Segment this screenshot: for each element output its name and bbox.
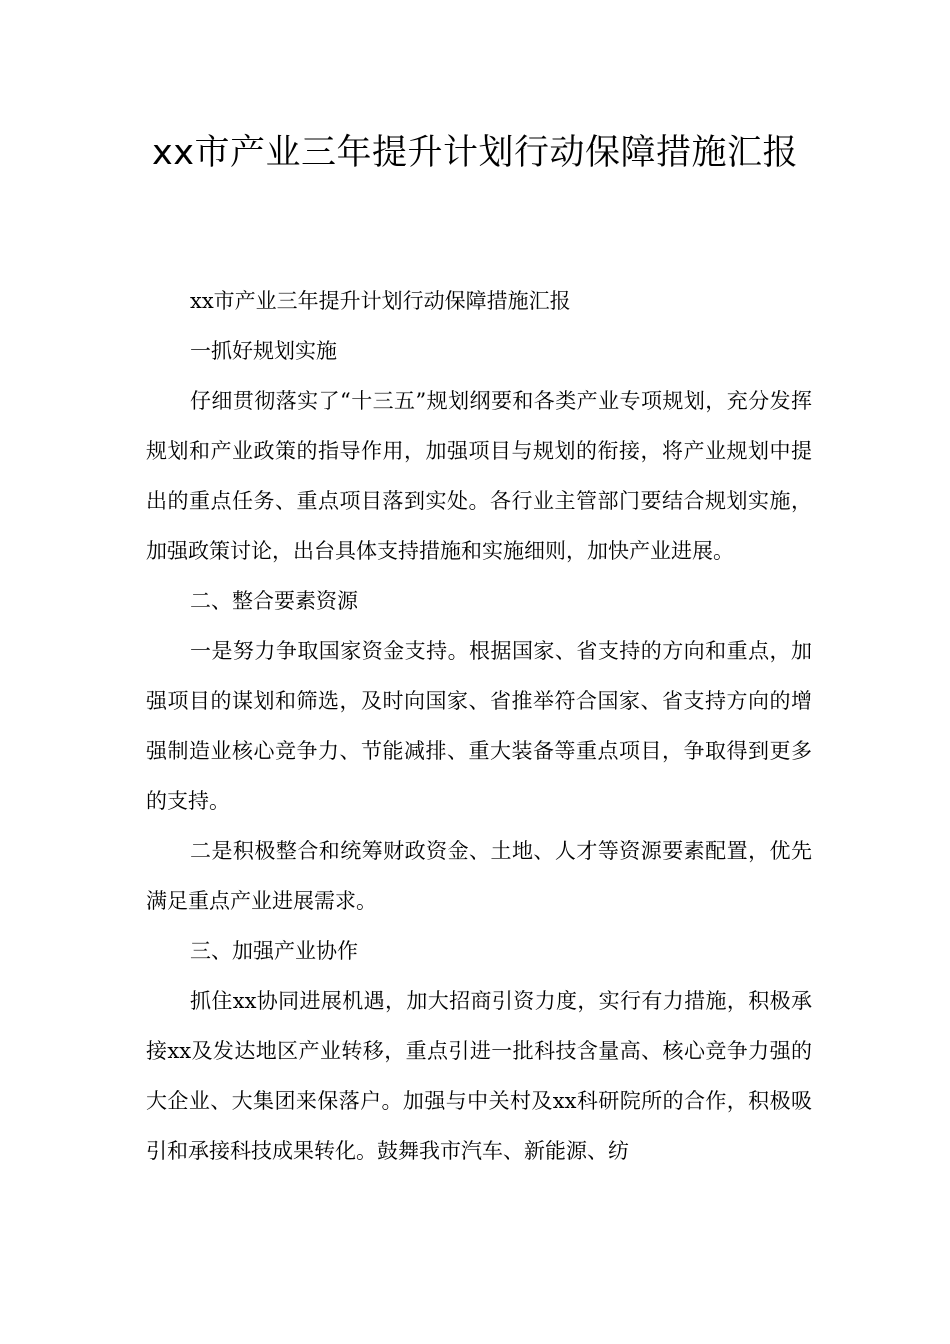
- paragraph-section-2-item-2: 二是积极整合和统筹财政资金、土地、人才等资源要素配置，优先满足重点产业进展需求。: [146, 839, 812, 913]
- paragraph-section-2-item-1: 一是努力争取国家资金支持。根据国家、省支持的方向和重点，加强项目的谋划和筛选，及时向国家、省推举符合国家、省支持方向的增强制造业核心竞争力、节能减排、重大装备等重点项目，争取得到更多的支持。: [146, 639, 812, 813]
- heading-section-1: 一抓好规划实施: [190, 339, 337, 363]
- heading-section-2: 二、整合要素资源: [190, 589, 358, 613]
- paragraph-repeat-title: xx市产业三年提升计划行动保障措施汇报: [190, 289, 571, 313]
- document-title: xx市产业三年提升计划行动保障措施汇报: [152, 133, 798, 173]
- paragraph-section-3: 抓住xx协同进展机遇，加大招商引资力度，实行有力措施，积极承接xx及发达地区产业转移，重点引进一批科技含量高、核心竞争力强的大企业、大集团来保落户。加强与中关村及xx科研院所的合作，积极吸引和承接科技成果转化。鼓舞我市汽车、新能源、纺: [146, 989, 812, 1163]
- document-body: [146, 276, 812, 1176]
- paragraph-section-1: 仔细贯彻落实了“十三五”规划纲要和各类产业专项规划，充分发挥规划和产业政策的指导作用，加强项目与规划的衔接，将产业规划中提出的重点任务、重点项目落到实处。各行业主管部门要结合规划实施，加强政策讨论，出台具体支持措施和实施细则，加快产业进展。: [146, 389, 812, 563]
- heading-section-3: 三、加强产业协作: [190, 939, 358, 963]
